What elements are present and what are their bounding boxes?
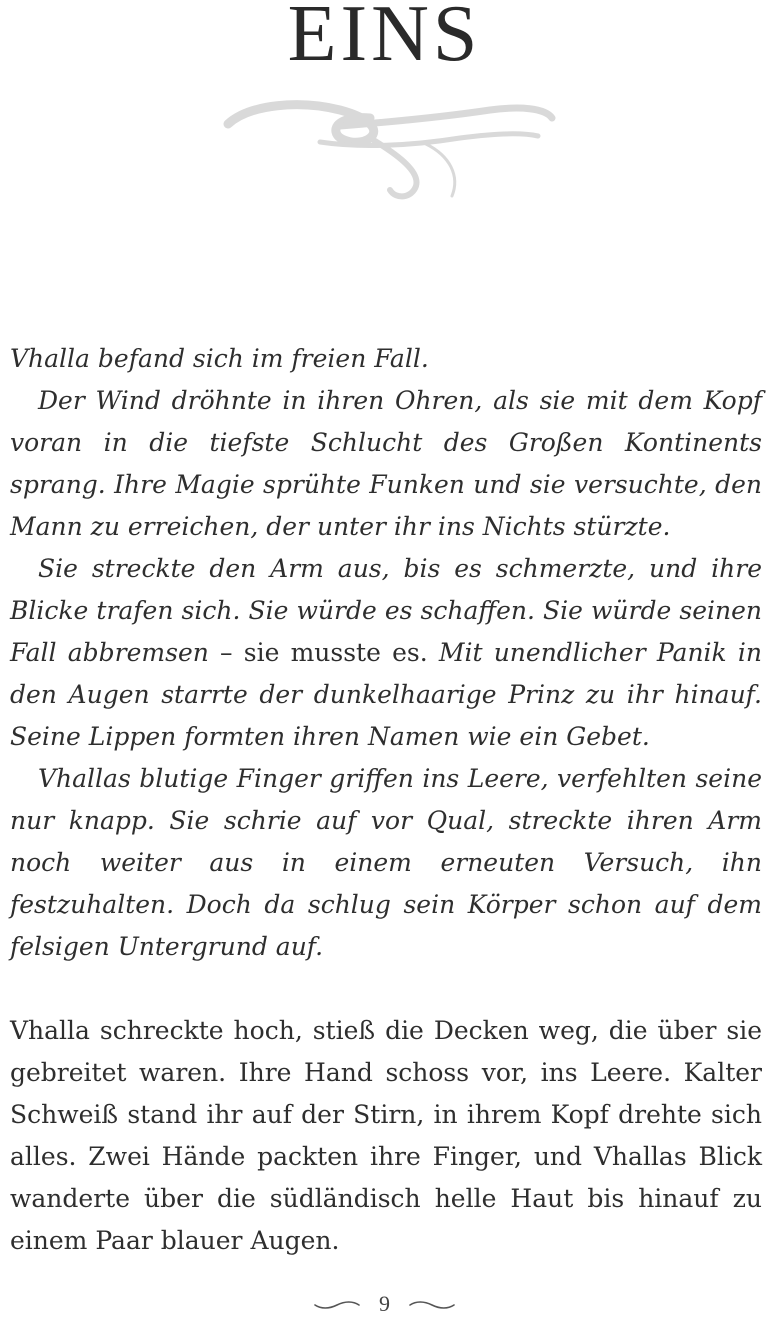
paragraph-3-part-3: Mit unendlicher Panik in den Augen starrte der dunkelhaarige Prinz zu ihr hinauf. Seine Lippen formten ihren Namen wie ein Gebet.: [10, 638, 762, 751]
chapter-title: EINS: [287, 0, 482, 78]
paragraph-1: Vhalla befand sich im freien Fall.: [10, 344, 429, 373]
paragraph-3-part-1: Sie streckte den Arm aus, bis es schmerzte, und ihre Blicke trafen sich. Sie würde es schaffen. Sie würde seinen Fall abbremsen: [10, 554, 762, 667]
right-swash-icon: [408, 1297, 456, 1311]
paragraph-5: Vhalla schreckte hoch, stieß die Decken weg, die über sie gebreitet waren. Ihre Hand schoss vor, ins Leere. Kalter Schweiß stand ihr auf der Stirn, in ihrem Kopf drehte sich alles. Zwei Hände packten ihre Finger, und Vhallas Blick wanderte über die südländisch helle Haut bis hinauf zu einem Paar blauer Augen.: [10, 1016, 762, 1255]
paragraph-3: [10, 548, 762, 758]
paragraph-4: Vhallas blutige Finger griffen ins Leere, verfehlten seine nur knapp. Sie schrie auf vor Qual, streckte ihren Arm noch weiter aus in einem erneuten Versuch, ihn festzuhalten. Doch da schlug sein Körper schon auf dem felsigen Untergrund auf.: [10, 764, 762, 961]
left-swash-icon: [313, 1297, 361, 1311]
chapter-body: [10, 338, 762, 1262]
page-number: 9: [379, 1290, 390, 1316]
flourish-ornament-icon: [220, 86, 560, 206]
paragraph-2: Der Wind dröhnte in ihren Ohren, als sie mit dem Kopf voran in die tiefste Schlucht des Großen Kontinents sprang. Ihre Magie sprühte Funken und sie versuchte, den Mann zu erreichen, der unter ihr ins Nichts stürzte.: [10, 386, 762, 541]
paragraph-3-part-2: – sie musste es.: [208, 638, 439, 667]
page-footer: [0, 1290, 769, 1317]
section-break: [10, 968, 762, 1010]
